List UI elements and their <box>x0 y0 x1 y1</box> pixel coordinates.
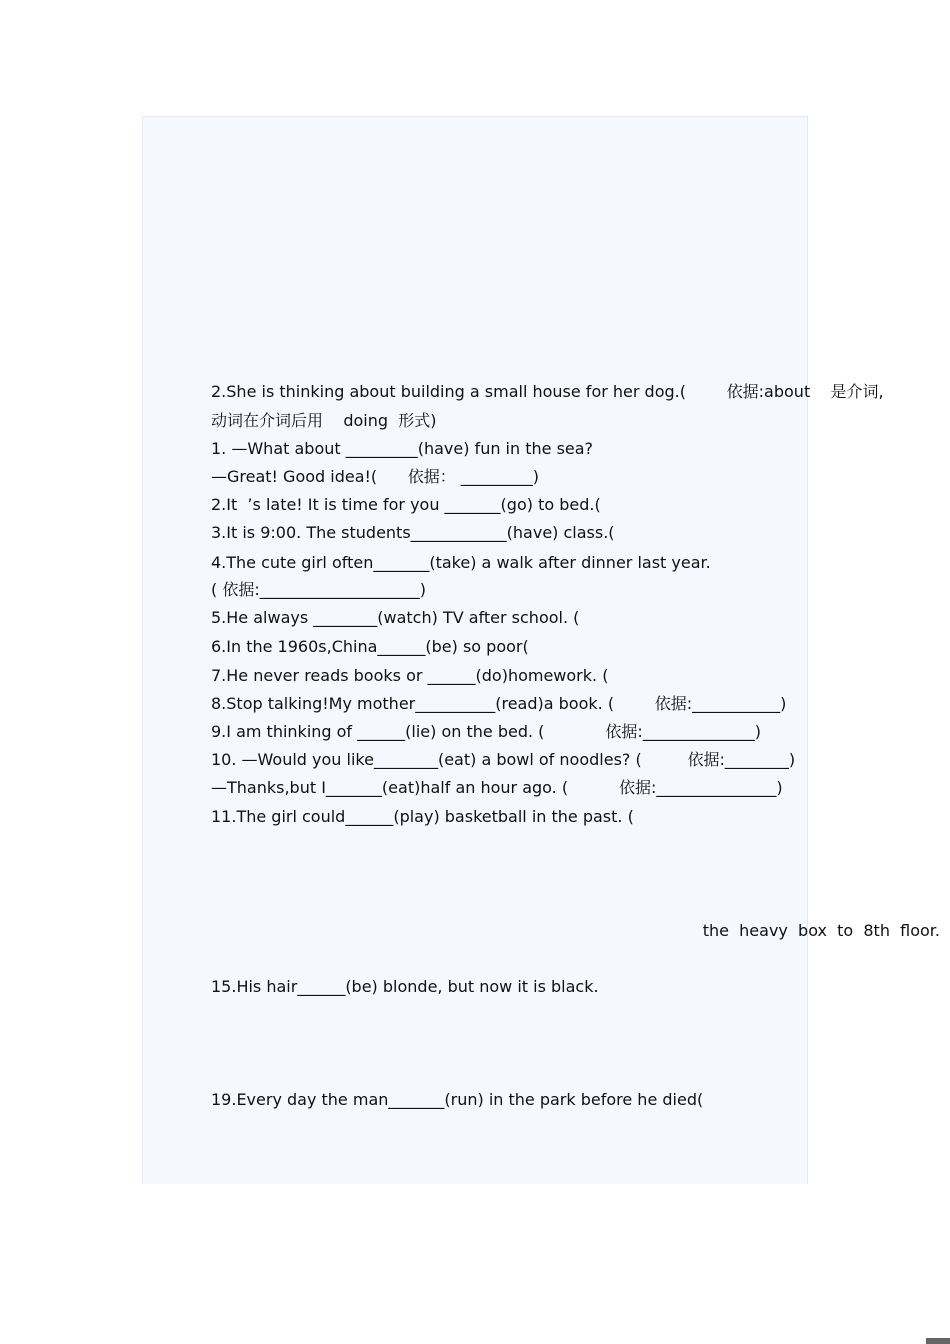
text-line: —Thanks,but I_______(eat)half an hour ago. ( 依据:_______________) <box>211 778 783 797</box>
text-line: 11.The girl could______(play) basketball in the past. ( <box>211 807 634 826</box>
text-line: the heavy box to 8th floor. <box>702 921 940 940</box>
text-line: —Great! Good idea!( 依据： _________) <box>211 467 540 486</box>
text-line: ( 依据:____________________) <box>211 580 426 599</box>
text-line: 15.His hair______(be) blonde, but now it is black. <box>211 977 599 996</box>
text-line: 1. —What about _________(have) fun in the sea? <box>211 439 594 458</box>
text-line: 6.In the 1960s,China______(be) so poor( <box>211 637 529 656</box>
text-line: 2.It ’s late! It is time for you _______(go) to bed.( <box>211 495 601 514</box>
text-line: 5.He always ________(watch) TV after school. ( <box>211 608 580 627</box>
text-line: 9.I am thinking of ______(lie) on the bed. ( 依据:______________) <box>211 722 762 741</box>
text-line: 2.She is thinking about building a small house for her dog.( 依据:about 是介词, <box>211 382 884 401</box>
text-line: 7.He never reads books or ______(do)homework. ( <box>211 666 609 685</box>
text-line: 8.Stop talking!My mother__________(read)a book. ( 依据:___________) <box>211 694 787 713</box>
text-line: 4.The cute girl often_______(take) a walk after dinner last year. <box>211 553 711 572</box>
text-line: 19.Every day the man_______(run) in the park before he died( <box>211 1090 704 1109</box>
text-line: 3.It is 9:00. The students____________(have) class.( <box>211 523 615 542</box>
text-line: 动词在介词后用 doing 形式) <box>211 411 437 430</box>
page-corner-mark <box>926 1338 950 1344</box>
text-line: 10. —Would you like________(eat) a bowl of noodles? ( 依据:________) <box>211 750 796 769</box>
